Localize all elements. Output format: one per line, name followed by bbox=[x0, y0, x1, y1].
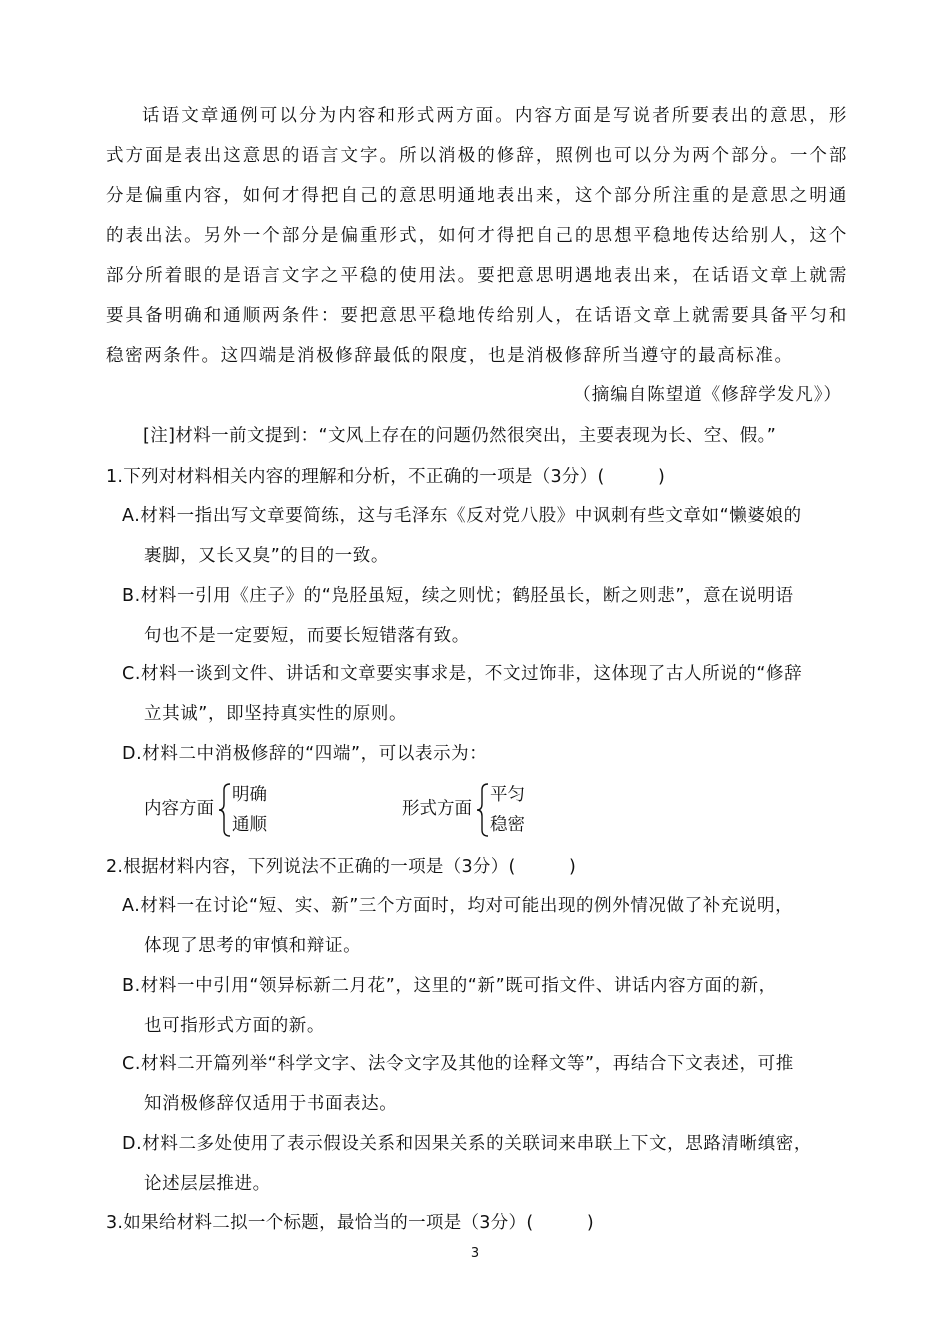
option-b-line2: 句也不是一定要短，而要长短错落有致。 bbox=[144, 626, 470, 646]
option-b-line1: B.材料一中引用“领异标新二月花”，这里的“新”既可指文件、讲话内容方面的新， bbox=[122, 976, 777, 996]
form-label: 形式方面 bbox=[402, 799, 472, 819]
option-d-line2: 论述层层推进。 bbox=[144, 1174, 271, 1194]
question-1-option-d bbox=[122, 734, 850, 774]
question-2-option-b bbox=[122, 966, 850, 1046]
option-b-line1: B.材料一引用《庄子》的“凫胫虽短，续之则忧；鹤胫虽长，断之则悲”，意在说明语 bbox=[122, 586, 794, 606]
option-a-line1: A.材料一在讨论“短、实、新”三个方面时，均对可能出现的例外情况做了补充说明， bbox=[122, 896, 794, 916]
option-c-line1: C.材料一谈到文件、讲话和文章要实事求是，不文过饰非，这体现了古人所说的“修辞 bbox=[122, 664, 803, 684]
form-item-2: 稳密 bbox=[490, 815, 525, 835]
left-brace-icon bbox=[218, 782, 232, 838]
note: [注]材料一前文提到：“文风上存在的问题仍然很突出，主要表现为长、空、假。” bbox=[143, 426, 777, 446]
option-d-line1: D.材料二多处使用了表示假设关系和因果关系的关联词来串联上下文，思路清晰缜密， bbox=[122, 1134, 812, 1154]
option-c-line1: C.材料二开篇列举“科学文字、法令文字及其他的诠释文等”，再结合下文表述，可推 bbox=[122, 1054, 794, 1074]
question-1-stem: 1.下列对材料相关内容的理解和分析，不正确的一项是（3分）( ) bbox=[106, 467, 666, 487]
question-3-stem: 3.如果给材料二拟一个标题，最恰当的一项是（3分）( ) bbox=[106, 1213, 594, 1233]
content-label: 内容方面 bbox=[144, 799, 214, 819]
question-1-option-a bbox=[122, 496, 850, 576]
form-brace-group bbox=[402, 780, 552, 840]
option-a-line1: A.材料一指出写文章要简练，这与毛泽东《反对党八股》中讽刺有些文章如“懒婆娘的 bbox=[122, 506, 802, 526]
content-brace-group bbox=[144, 780, 294, 840]
question-2-option-c bbox=[122, 1044, 850, 1124]
option-c-line2: 立其诚”，即坚持真实性的原则。 bbox=[144, 704, 408, 724]
question-2-option-d bbox=[122, 1124, 850, 1204]
left-brace-icon bbox=[476, 782, 490, 838]
option-b-line2: 也可指形式方面的新。 bbox=[144, 1016, 325, 1036]
option-a-line2: 裹脚，又长又臭”的目的一致。 bbox=[144, 546, 389, 566]
material2-source: （摘编自陈望道《修辞学发凡》） bbox=[573, 385, 842, 405]
question-1-option-c bbox=[122, 654, 850, 734]
option-a-line2: 体现了思考的审慎和辩证。 bbox=[144, 936, 362, 956]
question-1-option-b bbox=[122, 576, 850, 656]
question-2-stem: 2.根据材料内容，下列说法不正确的一项是（3分）( ) bbox=[106, 857, 577, 877]
content-item-1: 明确 bbox=[232, 785, 267, 805]
question-2-option-a bbox=[122, 886, 850, 966]
content-item-2: 通顺 bbox=[232, 815, 267, 835]
option-d-line1: D.材料二中消极修辞的“四端”，可以表示为： bbox=[122, 744, 488, 764]
material2-paragraph: 话语文章通例可以分为内容和形式两方面。内容方面是写说者所要表出的意思，形式方面是表出这意思的语言文字。所以消极的修辞，照例也可以分为两个部分。一个部分是偏重内容，如何才得把自己的意思明通地表出来，这个部分所注重的是意思之明通的表出法。另外一个部分是偏重形式，如何才得把自己的思想平稳地传达给别人，这个部分所着眼的是语言文字之平稳的使用法。要把意思明遇地表出来，在话语文章上就需要具备明确和通顺两条件：要把意思平稳地传给别人，在话语文章上就需要具备平匀和稳密两条件。这四端是消极修辞最低的限度，也是消极修辞所当遵守的最高标准。 bbox=[106, 106, 848, 366]
form-item-1: 平匀 bbox=[490, 785, 525, 805]
option-c-line2: 知消极修辞仅适用于书面表达。 bbox=[144, 1094, 398, 1114]
page-number: 3 bbox=[470, 1246, 480, 1261]
